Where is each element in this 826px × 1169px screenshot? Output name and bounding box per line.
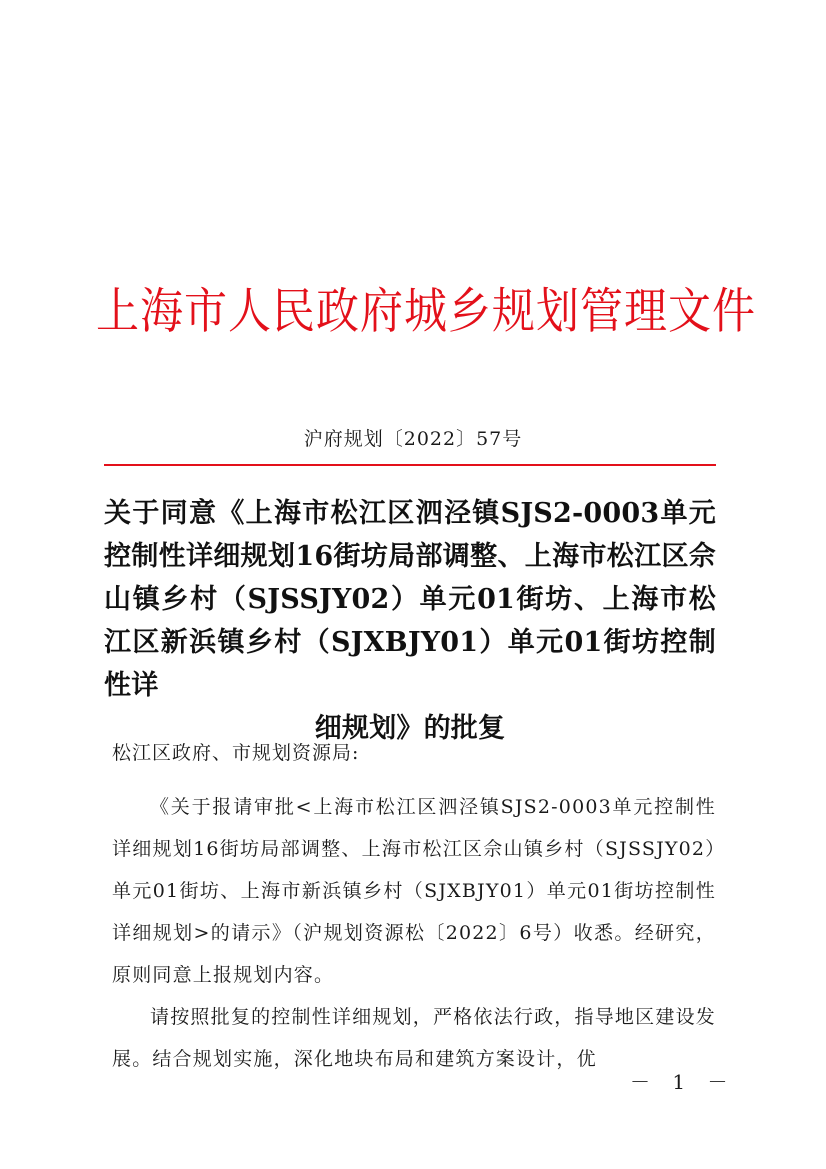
salutation: 松江区政府、市规划资源局: xyxy=(112,742,360,764)
body-paragraph: 请按照批复的控制性详细规划，严格依法行政，指导地区建设发展。结合规划实施，深化地块布局和建筑方案设计，优 xyxy=(112,1006,716,1070)
body-paragraph: 《关于报请审批<上海市松江区泗泾镇SJS2-0003单元控制性详细规划16街坊局部调整、上海市松江区佘山镇乡村（SJSSJY02）单元01街坊、上海市新浜镇乡村（SJXBJY01）单元01街坊控制性详细规划>的请示》（沪规划资源松〔2022〕6号）收悉。经研究，原则同意上报规划内容。 xyxy=(112,796,716,986)
document-number: 沪府规划〔2022〕57号 xyxy=(303,428,523,450)
document-title-last-line: 细规划》的批复 xyxy=(314,713,506,744)
red-divider-line xyxy=(104,464,716,466)
document-title-main: 关于同意《上海市松江区泗泾镇SJS2-0003单元控制性详细规划16街坊局部调整、上海市松江区佘山镇乡村（SJSSJY02）单元01街坊、上海市松江区新浜镇乡村（SJXBJY01）单元01街坊控制性详 xyxy=(104,498,716,701)
body-text xyxy=(112,786,716,1080)
document-title xyxy=(104,492,716,750)
masthead-title: 上海市人民政府城乡规划管理文件 xyxy=(96,283,756,340)
page-number: － 1 － xyxy=(630,1070,736,1094)
